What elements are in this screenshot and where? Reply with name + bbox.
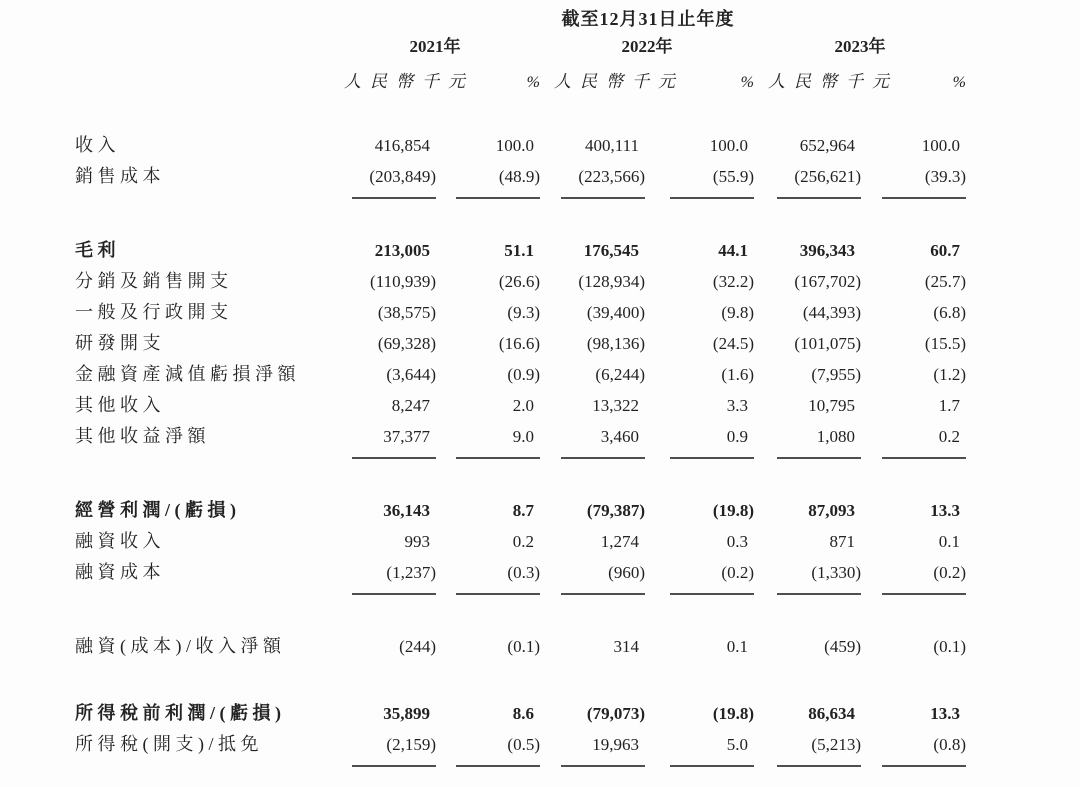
column-rule	[352, 197, 436, 199]
percent-cell-2022: (1.6)	[721, 365, 754, 384]
column-rule	[561, 457, 645, 459]
percent-cell-2023: 13.3	[930, 501, 960, 520]
year-header-2022: 2022年	[621, 37, 673, 56]
column-rule	[456, 197, 540, 199]
amount-cell-2021: 36,143	[383, 501, 430, 520]
table-row	[75, 526, 1080, 557]
percent-cell-2022: (32.2)	[712, 272, 754, 291]
header-spacer	[75, 62, 330, 96]
currency-unit-label: 人民幣千元	[344, 72, 474, 91]
amount-cell-2023: (44,393)	[802, 303, 861, 322]
row-label: 金融資產減值虧損淨額	[75, 364, 300, 384]
table-header-unit-row	[75, 62, 1080, 96]
amount-cell-2023: 86,634	[808, 704, 855, 723]
percent-cell-2022: (19.8)	[712, 501, 754, 520]
amount-cell-2021: (69,328)	[377, 334, 436, 353]
column-rule	[882, 765, 966, 767]
amount-cell-2021: (110,939)	[370, 272, 436, 291]
column-rule-row	[75, 192, 1080, 199]
column-rule	[777, 197, 861, 199]
year-header-2021: 2021年	[409, 37, 461, 56]
column-rule	[882, 457, 966, 459]
table-row	[75, 698, 1080, 729]
percent-cell-2023: 100.0	[921, 136, 960, 155]
currency-unit-label: 人民幣千元	[768, 72, 898, 91]
percent-cell-2023: (0.1)	[933, 637, 966, 656]
column-rule-row	[75, 452, 1080, 459]
amount-cell-2021: 37,377	[383, 427, 430, 446]
column-rule-row	[75, 588, 1080, 595]
amount-cell-2022: 3,460	[600, 427, 639, 446]
percent-sign-label: %	[952, 74, 966, 91]
table-row	[75, 359, 1080, 390]
table-row	[75, 557, 1080, 588]
column-rule	[670, 457, 754, 459]
row-label: 所得稅(開支)/抵免	[75, 734, 263, 754]
amount-cell-2022: (128,934)	[578, 272, 645, 291]
percent-cell-2022: (24.5)	[712, 334, 754, 353]
column-rule	[352, 457, 436, 459]
percent-cell-2023: (6.8)	[933, 303, 966, 322]
amount-cell-2022: (960)	[608, 563, 645, 582]
column-rule	[670, 765, 754, 767]
row-label: 融資收入	[75, 531, 165, 551]
percent-cell-2023: 0.1	[938, 532, 960, 551]
row-label: 融資成本	[75, 562, 165, 582]
column-rule	[777, 593, 861, 595]
percent-cell-2023: (1.2)	[933, 365, 966, 384]
percent-sign-label: %	[740, 74, 754, 91]
amount-cell-2023: 10,795	[808, 396, 855, 415]
row-label: 融資(成本)/收入淨額	[75, 636, 286, 656]
percent-cell-2021: (48.9)	[498, 167, 540, 186]
column-rule	[882, 197, 966, 199]
amount-cell-2021: (1,237)	[386, 563, 436, 582]
amount-cell-2023: 871	[829, 532, 855, 551]
year-header-2023: 2023年	[834, 37, 886, 56]
percent-cell-2022: (0.2)	[721, 563, 754, 582]
header-spacer	[75, 32, 330, 62]
amount-cell-2023: (7,955)	[811, 365, 861, 384]
amount-cell-2021: (203,849)	[369, 167, 436, 186]
row-label: 分銷及銷售開支	[75, 271, 233, 291]
percent-cell-2023: (0.8)	[933, 735, 966, 754]
unit-header-2023	[754, 62, 966, 96]
percent-cell-2022: 0.9	[726, 427, 748, 446]
amount-cell-2023: 652,964	[799, 136, 855, 155]
table-row	[75, 235, 1080, 266]
percent-sign-label: %	[526, 74, 540, 91]
amount-cell-2023: 87,093	[808, 501, 855, 520]
amount-cell-2022: (98,136)	[586, 334, 645, 353]
percent-cell-2022: 100.0	[709, 136, 748, 155]
percent-cell-2021: 2.0	[512, 396, 534, 415]
percent-cell-2021: 9.0	[512, 427, 534, 446]
amount-cell-2022: 19,963	[592, 735, 639, 754]
row-label: 其他收益淨額	[75, 426, 210, 446]
column-rule	[670, 197, 754, 199]
period-title: 截至12月31日止年度	[561, 9, 735, 29]
table-row	[75, 328, 1080, 359]
amount-cell-2021: 993	[404, 532, 430, 551]
amount-cell-2021: (38,575)	[377, 303, 436, 322]
table-row	[75, 495, 1080, 526]
column-rule	[456, 457, 540, 459]
row-label: 研發開支	[75, 333, 165, 353]
percent-cell-2023: 1.7	[938, 396, 960, 415]
income-statement-table	[75, 130, 1080, 767]
amount-cell-2023: 396,343	[799, 241, 855, 260]
percent-cell-2023: 0.2	[938, 427, 960, 446]
unit-header-2022	[540, 62, 754, 96]
column-rule-row	[75, 760, 1080, 767]
amount-cell-2022: 400,111	[585, 136, 639, 155]
table-row	[75, 390, 1080, 421]
percent-cell-2021: 8.6	[512, 704, 534, 723]
amount-cell-2021: (2,159)	[386, 735, 436, 754]
header-spacer	[75, 8, 330, 32]
amount-cell-2021: 416,854	[374, 136, 430, 155]
table-row	[75, 266, 1080, 297]
table-header-year-row	[75, 32, 1080, 62]
column-rule	[777, 457, 861, 459]
amount-cell-2023: (5,213)	[811, 735, 861, 754]
column-rule	[882, 593, 966, 595]
row-label: 經營利潤/(虧損)	[75, 500, 241, 520]
percent-cell-2021: (26.6)	[498, 272, 540, 291]
table-row	[75, 161, 1080, 192]
amount-cell-2022: (223,566)	[578, 167, 645, 186]
currency-unit-label: 人民幣千元	[554, 72, 684, 91]
amount-cell-2023: (459)	[824, 637, 861, 656]
percent-cell-2021: 51.1	[504, 241, 534, 260]
amount-cell-2022: (79,387)	[586, 501, 645, 520]
unit-header-2021	[330, 62, 540, 96]
column-rule	[352, 593, 436, 595]
percent-cell-2021: (0.1)	[507, 637, 540, 656]
percent-cell-2022: (55.9)	[712, 167, 754, 186]
amount-cell-2023: (167,702)	[794, 272, 861, 291]
percent-cell-2023: (15.5)	[924, 334, 966, 353]
amount-cell-2022: 1,274	[600, 532, 639, 551]
amount-cell-2021: 213,005	[374, 241, 430, 260]
percent-cell-2021: 8.7	[512, 501, 534, 520]
amount-cell-2022: (6,244)	[595, 365, 645, 384]
percent-cell-2022: (19.8)	[712, 704, 754, 723]
percent-cell-2023: (25.7)	[924, 272, 966, 291]
percent-cell-2021: (9.3)	[507, 303, 540, 322]
amount-cell-2023: (1,330)	[811, 563, 861, 582]
row-label: 銷售成本	[75, 166, 165, 186]
row-label: 其他收入	[75, 395, 165, 415]
row-label: 收入	[75, 135, 120, 155]
amount-cell-2021: (3,644)	[386, 365, 436, 384]
column-rule	[456, 593, 540, 595]
column-rule	[561, 197, 645, 199]
table-row	[75, 297, 1080, 328]
percent-cell-2021: (0.3)	[507, 563, 540, 582]
column-rule	[456, 765, 540, 767]
percent-cell-2021: (16.6)	[498, 334, 540, 353]
percent-cell-2023: 60.7	[930, 241, 960, 260]
column-rule	[561, 593, 645, 595]
amount-cell-2022: (39,400)	[586, 303, 645, 322]
row-label: 所得稅前利潤/(虧損)	[75, 703, 286, 723]
percent-cell-2022: (9.8)	[721, 303, 754, 322]
amount-cell-2023: (101,075)	[794, 334, 861, 353]
table-row	[75, 631, 1080, 662]
column-rule	[561, 765, 645, 767]
table-header-period-row	[75, 8, 1080, 32]
percent-cell-2022: 5.0	[726, 735, 748, 754]
amount-cell-2023: 1,080	[816, 427, 855, 446]
amount-cell-2021: 35,899	[383, 704, 430, 723]
amount-cell-2021: 8,247	[391, 396, 430, 415]
percent-cell-2021: (0.5)	[507, 735, 540, 754]
table-row	[75, 729, 1080, 760]
table-row	[75, 130, 1080, 161]
row-label: 毛利	[75, 240, 120, 260]
percent-cell-2022: 44.1	[718, 241, 748, 260]
amount-cell-2022: 176,545	[583, 241, 639, 260]
percent-cell-2023: 13.3	[930, 704, 960, 723]
percent-cell-2021: 100.0	[495, 136, 534, 155]
column-rule	[777, 765, 861, 767]
percent-cell-2023: (39.3)	[924, 167, 966, 186]
amount-cell-2022: 314	[613, 637, 639, 656]
amount-cell-2021: (244)	[399, 637, 436, 656]
amount-cell-2023: (256,621)	[794, 167, 861, 186]
column-rule	[352, 765, 436, 767]
percent-cell-2022: 3.3	[726, 396, 748, 415]
percent-cell-2022: 0.3	[726, 532, 748, 551]
amount-cell-2022: 13,322	[592, 396, 639, 415]
column-rule	[670, 593, 754, 595]
row-label: 一般及行政開支	[75, 302, 233, 322]
percent-cell-2021: 0.2	[512, 532, 534, 551]
percent-cell-2021: (0.9)	[507, 365, 540, 384]
table-row	[75, 421, 1080, 452]
amount-cell-2022: (79,073)	[586, 704, 645, 723]
percent-cell-2022: 0.1	[726, 637, 748, 656]
percent-cell-2023: (0.2)	[933, 563, 966, 582]
